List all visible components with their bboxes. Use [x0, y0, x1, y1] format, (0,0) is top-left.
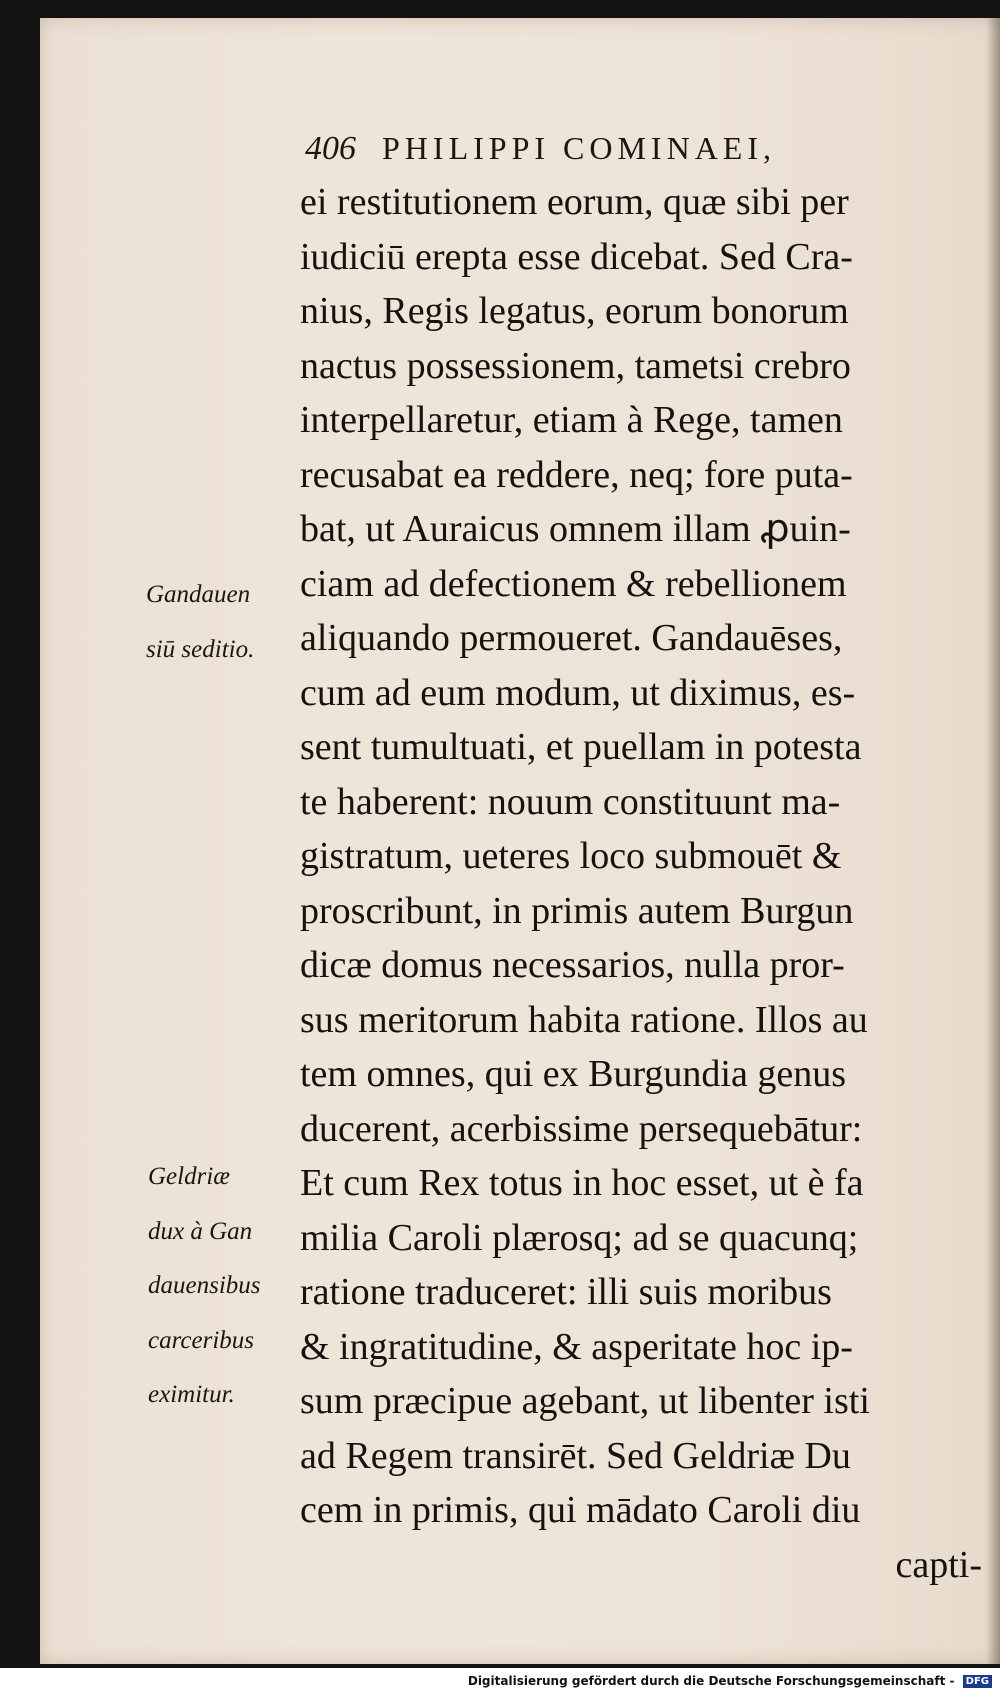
margin-note-line: carceribus — [148, 1326, 254, 1354]
text-line: Et cum Rex totus in hoc esset, ut è fa — [300, 1162, 864, 1204]
margin-note-line: dauensibus — [148, 1272, 261, 1299]
text-line: sum præcipue agebant, ut libenter isti — [300, 1380, 870, 1422]
text-line: ei restitutionem eorum, quæ sibi per — [300, 181, 849, 223]
margin-note-line: eximitur. — [148, 1381, 235, 1408]
text-line: sus meritorum habita ratione. Illos au — [300, 998, 868, 1041]
digitization-credit — [468, 1674, 992, 1688]
page-gutter-shadow — [986, 18, 1000, 1664]
main-text-block — [300, 175, 986, 1592]
text-line: tem omnes, qui ex Burgundia genus — [300, 1053, 847, 1095]
text-line: aliquando permoueret. Gandauēses, — [300, 617, 843, 659]
text-line: te haberent: nouum constituunt ma- — [300, 780, 841, 823]
text-line: iudiciū erepta esse dicebat. Sed Cra- — [300, 235, 853, 278]
text-line: cum ad eum modum, ut diximus, es- — [300, 671, 856, 714]
text-line: ciam ad defectionem & rebellionem — [300, 562, 847, 605]
margin-note-line: Geldriæ — [148, 1163, 230, 1190]
dfg-logo: DFG — [963, 1675, 992, 1688]
text-line: nius, Regis legatus, eorum bonorum — [300, 290, 849, 332]
catchword: capti- — [895, 1543, 982, 1586]
running-title: PHILIPPI COMINAEI, — [382, 130, 776, 166]
margin-note-line: Gandauen — [146, 581, 251, 608]
text-line: nactus possessionem, tametsi crebro — [300, 344, 851, 387]
text-line: ratione traduceret: illi suis moribus — [300, 1271, 832, 1313]
text-line: milia Caroli plærosq; ad se quacunq; — [300, 1216, 859, 1259]
credit-text: Digitalisierung gefördert durch die Deutsche Forschungsgemeinschaft - — [467, 1674, 955, 1688]
text-line: cem in primis, qui mādato Caroli diu — [300, 1489, 861, 1531]
page-header — [305, 130, 945, 168]
text-line: recusabat ea reddere, neq; fore puta- — [300, 453, 853, 496]
text-line: bat, ut Auraicus omnem illam ꝓuin- — [300, 508, 851, 550]
text-line: ducerent, acerbissime persequebātur: — [300, 1107, 863, 1150]
page-number: 406 — [305, 130, 356, 167]
text-line: gistratum, ueteres loco submouēt & — [300, 835, 842, 877]
margin-note-gandauen — [146, 568, 306, 677]
text-line: proscribunt, in primis autem Burgun — [300, 889, 854, 932]
margin-note-line: dux à Gan — [148, 1217, 253, 1245]
text-line: dicæ domus necessarios, nulla pror- — [300, 944, 845, 986]
text-line: sent tumultuati, et puellam in potesta — [300, 726, 862, 768]
text-line: & ingratitudine, & asperitate hoc ip- — [300, 1325, 853, 1368]
margin-note-line: siū seditio. — [146, 635, 255, 663]
margin-note-geldriae — [148, 1150, 308, 1423]
text-line: interpellaretur, etiam à Rege, tamen — [300, 399, 843, 441]
text-line: ad Regem transirēt. Sed Geldriæ Du — [300, 1434, 851, 1477]
